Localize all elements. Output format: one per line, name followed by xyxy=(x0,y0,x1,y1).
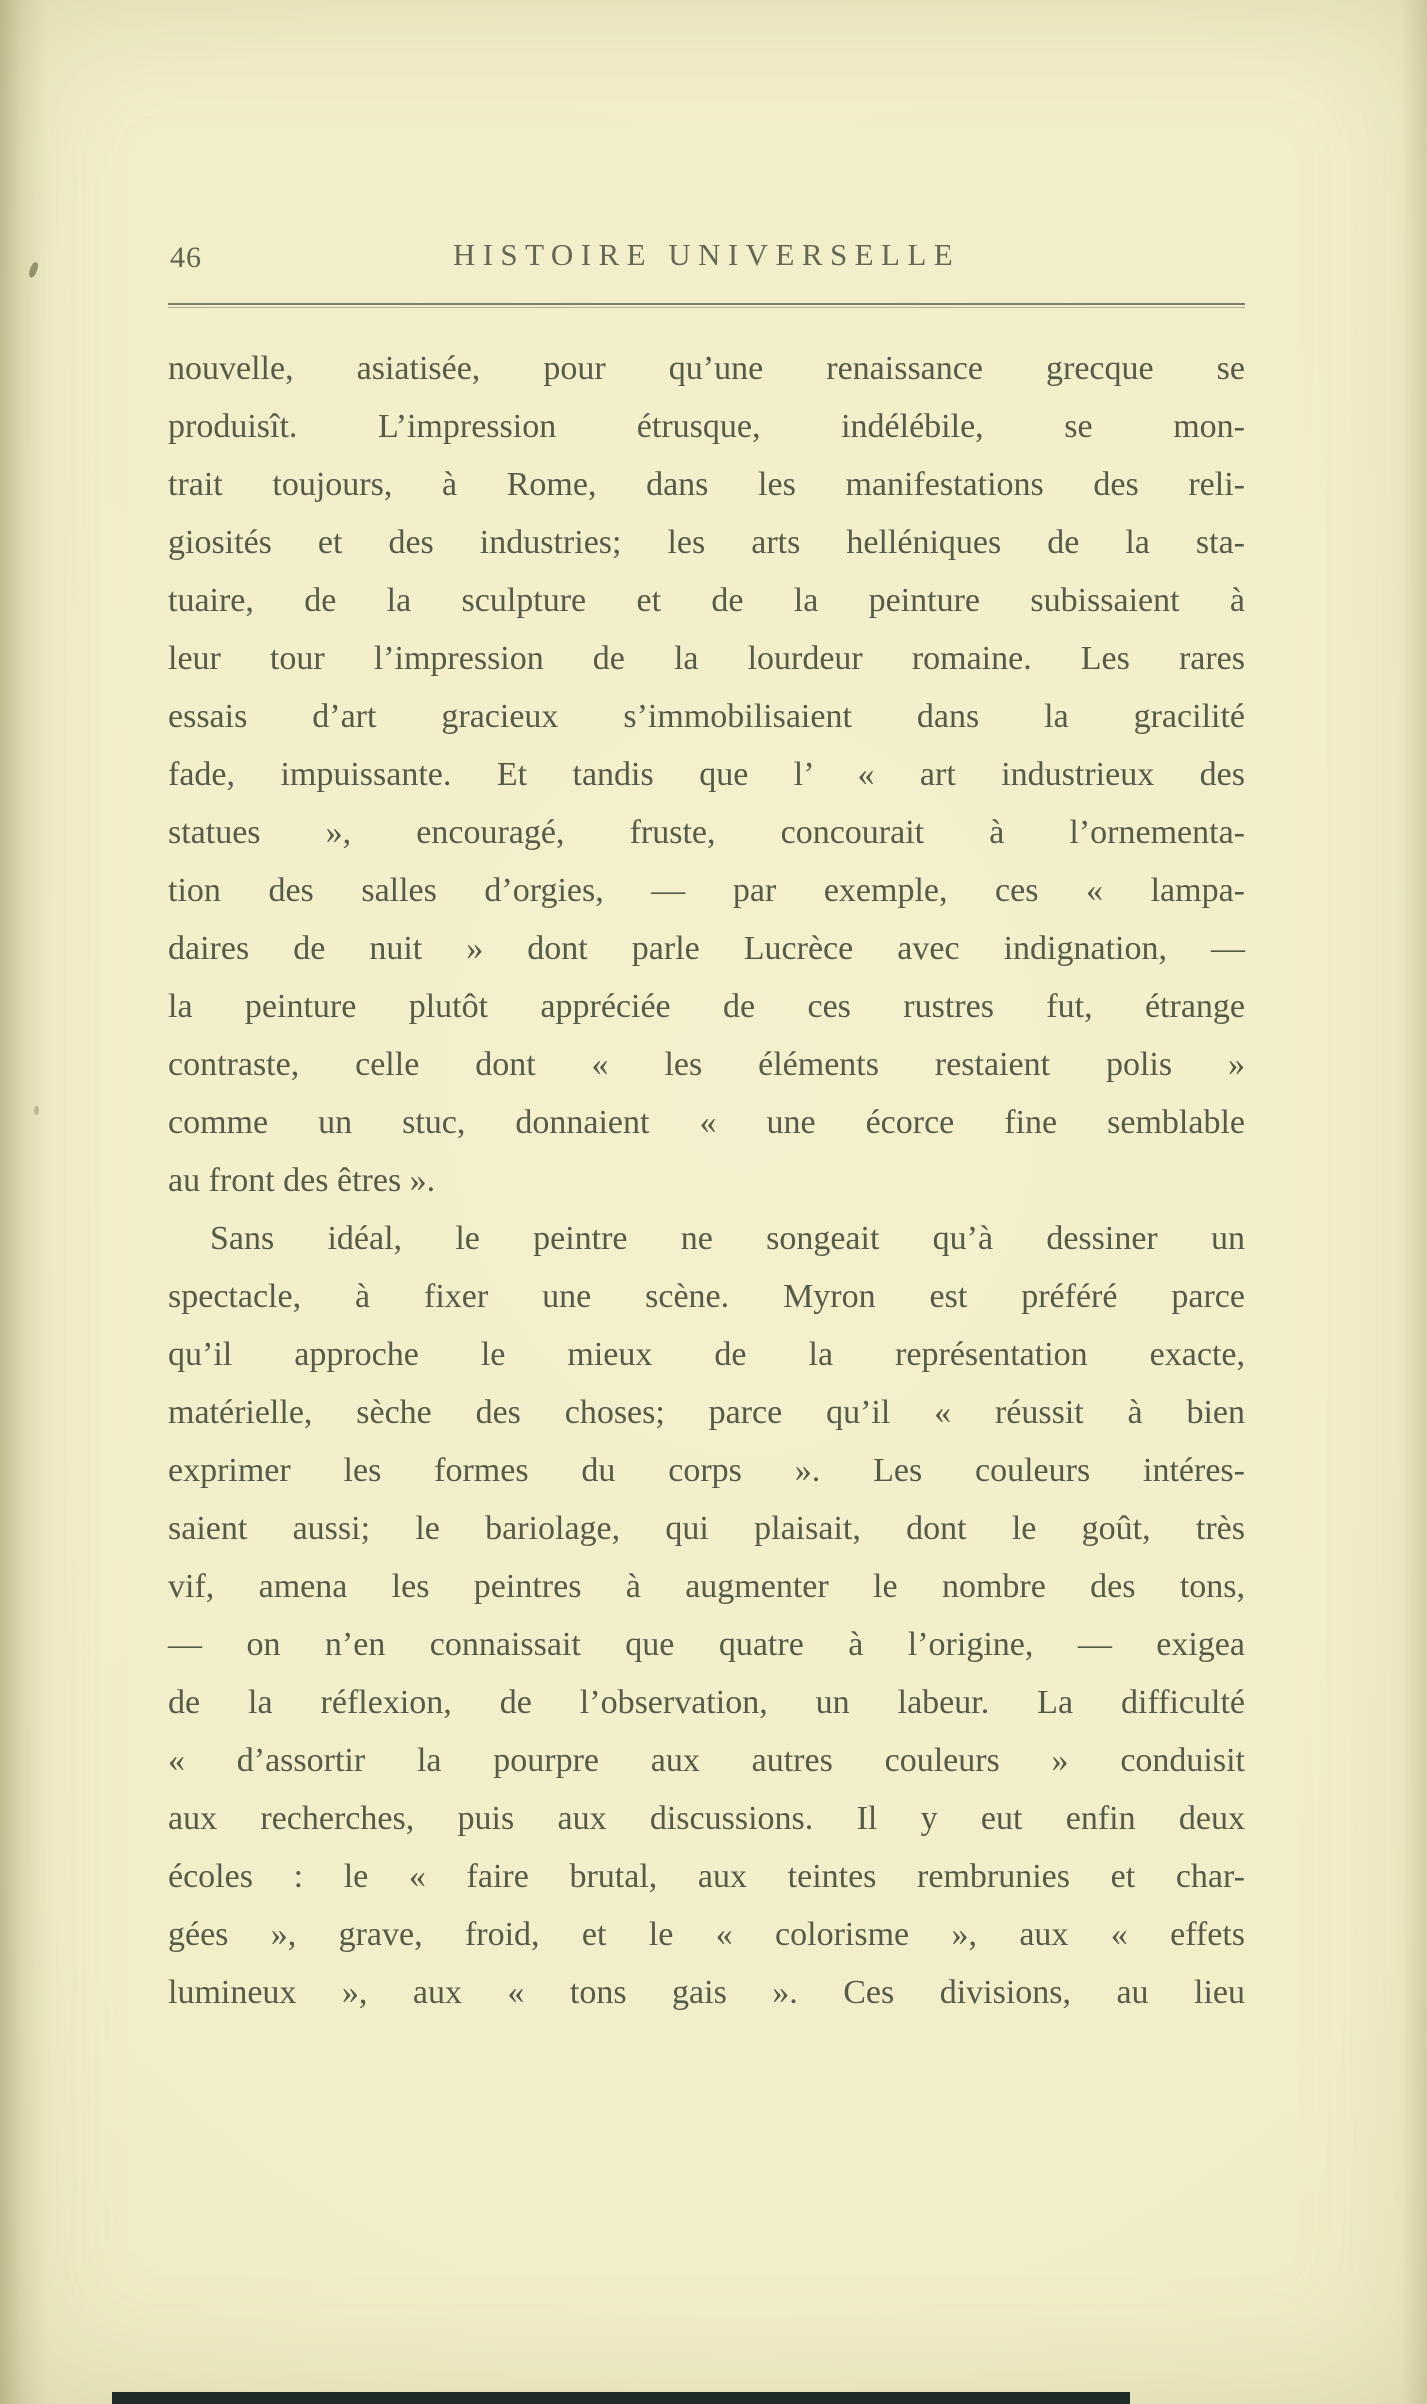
text-line: daires de nuit » dont parle Lucrèce avec indignation, — xyxy=(168,930,1245,967)
header-rule xyxy=(168,303,1245,308)
ink-speck xyxy=(28,261,40,278)
text-line: fade, impuissante. Et tandis que l’ « art industrieux des xyxy=(168,756,1245,793)
gutter-shadow xyxy=(0,0,48,2404)
text-line: exprimer les formes du corps ». Les couleurs intéres- xyxy=(168,1452,1245,1489)
text-line: écoles : le « faire brutal, aux teintes rembrunies et char- xyxy=(168,1858,1245,1895)
text-line: nouvelle, asiatisée, pour qu’une renaissance grecque se xyxy=(168,350,1245,387)
text-line: tuaire, de la sculpture et de la peinture subissaient à xyxy=(168,582,1245,619)
text-line: trait toujours, à Rome, dans les manifestations des reli- xyxy=(168,466,1245,503)
text-line: gées », grave, froid, et le « colorisme », aux « effets xyxy=(168,1916,1245,1953)
text-line: lumineux », aux « tons gais ». Ces divisions, au lieu xyxy=(168,1974,1245,2011)
text-line: au front des êtres ». xyxy=(168,1162,436,1199)
text-line: contraste, celle dont « les éléments restaient polis » xyxy=(168,1046,1245,1083)
text-line: spectacle, à fixer une scène. Myron est préféré parce xyxy=(168,1278,1245,1315)
text-line: la peinture plutôt appréciée de ces rustres fut, étrange xyxy=(168,988,1245,1025)
text-line: tion des salles d’orgies, — par exemple, ces « lampa- xyxy=(168,872,1245,909)
text-line: — on n’en connaissait que quatre à l’origine, — exigea xyxy=(168,1626,1245,1663)
text-line: statues », encouragé, fruste, concourait à l’ornementa- xyxy=(168,814,1245,851)
page-edge-shadow xyxy=(1401,0,1427,2404)
text-line: qu’il approche le mieux de la représentation exacte, xyxy=(168,1336,1245,1373)
text-line: « d’assortir la pourpre aux autres couleurs » conduisit xyxy=(168,1742,1245,1779)
page-number: 46 xyxy=(170,241,202,274)
text-line: giosités et des industries; les arts helléniques de la sta- xyxy=(168,524,1245,561)
text-line: essais d’art gracieux s’immobilisaient dans la gracilité xyxy=(168,698,1245,735)
text-line: saient aussi; le bariolage, qui plaisait, dont le goût, très xyxy=(168,1510,1245,1547)
running-header xyxy=(168,233,1245,277)
paragraph-1 xyxy=(168,340,1245,1210)
text-line: vif, amena les peintres à augmenter le nombre des tons, xyxy=(168,1568,1245,1605)
text-line: aux recherches, puis aux discussions. Il y eut enfin deux xyxy=(168,1800,1245,1837)
scan-edge-artifact xyxy=(112,2392,1130,2404)
text-line: comme un stuc, donnaient « une écorce fine semblable xyxy=(168,1104,1245,1141)
page-body xyxy=(168,340,1245,2022)
text-line: produisît. L’impression étrusque, indélébile, se mon- xyxy=(168,408,1245,445)
ink-speck xyxy=(34,1106,39,1115)
paragraph-2 xyxy=(168,1210,1245,2022)
text-line: Sans idéal, le peintre ne songeait qu’à dessiner un xyxy=(210,1220,1245,1257)
text-line: matérielle, sèche des choses; parce qu’il « réussit à bien xyxy=(168,1394,1245,1431)
text-line: de la réflexion, de l’observation, un labeur. La difficulté xyxy=(168,1684,1245,1721)
running-title: HISTOIRE UNIVERSELLE xyxy=(452,237,961,272)
text-line: leur tour l’impression de la lourdeur romaine. Les rares xyxy=(168,640,1245,677)
